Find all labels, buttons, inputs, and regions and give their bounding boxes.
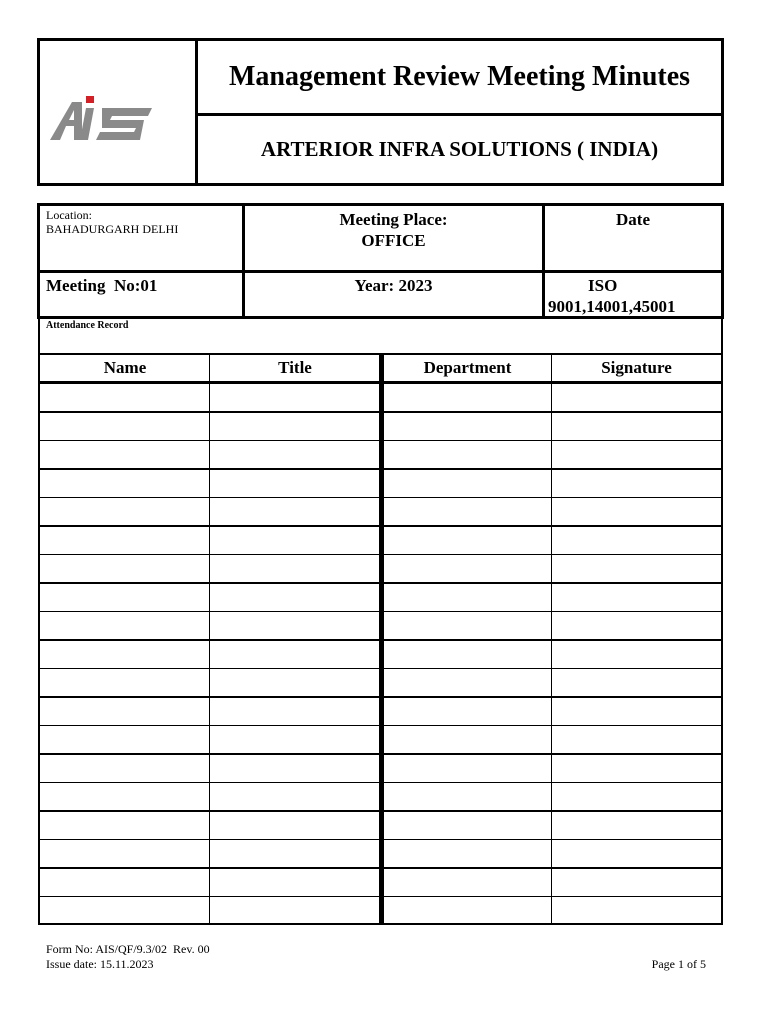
company-logo bbox=[48, 96, 160, 142]
location-label: Location: bbox=[46, 208, 92, 222]
company-name: ARTERIOR INFRA SOLUTIONS ( INDIA) bbox=[260, 137, 659, 161]
meeting-place-value: OFFICE bbox=[361, 231, 426, 250]
form-number: Form No: AIS/QF/9.3/02 Rev. 00 bbox=[46, 942, 210, 956]
location-value: BAHADURGARH DELHI bbox=[46, 222, 179, 236]
meeting-place-cell bbox=[245, 209, 542, 251]
column-divider bbox=[209, 353, 210, 923]
meeting-year: Year: 2023 bbox=[354, 276, 433, 295]
date-cell bbox=[545, 209, 721, 230]
column-header-department: Department bbox=[423, 358, 512, 377]
document-title: Management Review Meeting Minutes bbox=[198, 41, 721, 116]
date-label: Date bbox=[616, 210, 650, 229]
column-header-signature: Signature bbox=[601, 358, 672, 377]
column-divider bbox=[551, 353, 552, 923]
iso-cell bbox=[548, 275, 724, 317]
iso-label: ISO bbox=[588, 276, 618, 295]
meeting-no-cell bbox=[46, 275, 236, 296]
attendance-label: Attendance Record bbox=[46, 320, 129, 331]
issue-date: Issue date: 15.11.2023 bbox=[46, 957, 154, 971]
page-number: Page 1 of 5 bbox=[651, 957, 706, 971]
column-header-title: Title bbox=[278, 358, 312, 377]
logo-cell bbox=[40, 41, 198, 183]
document-header bbox=[37, 38, 724, 186]
year-cell bbox=[245, 275, 542, 296]
location-cell bbox=[46, 209, 236, 236]
iso-standards: 9001,14001,45001 bbox=[548, 297, 676, 316]
column-header-name: Name bbox=[103, 358, 147, 377]
meeting-place-label: Meeting Place: bbox=[339, 210, 448, 229]
attendance-record bbox=[38, 318, 723, 925]
column-divider-thick bbox=[379, 353, 384, 923]
meeting-number: Meeting No:01 bbox=[46, 276, 158, 295]
footer-form-info bbox=[46, 942, 210, 972]
meeting-info-table bbox=[37, 203, 724, 319]
